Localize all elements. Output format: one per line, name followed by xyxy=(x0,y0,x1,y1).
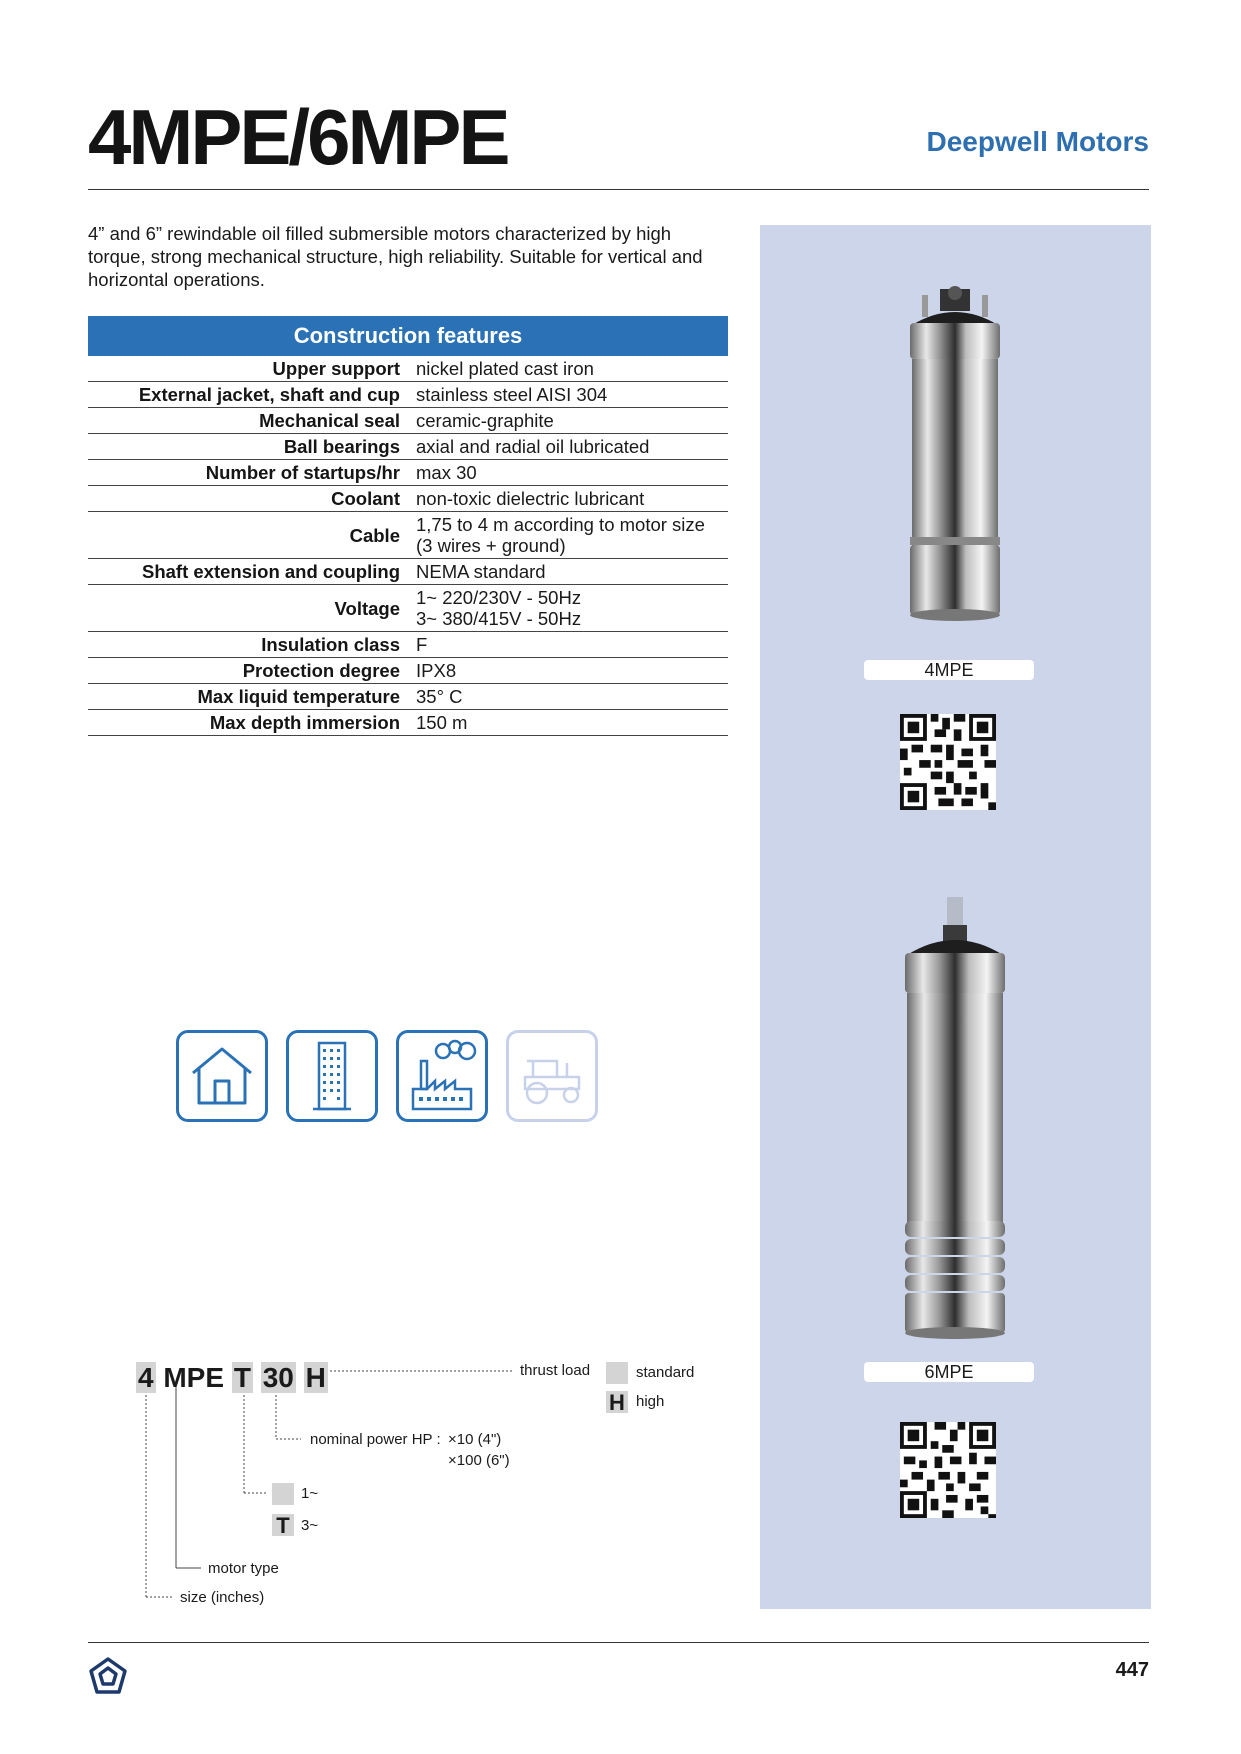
motor-type-label: motor type xyxy=(208,1560,279,1577)
feature-value: nickel plated cast iron xyxy=(414,356,728,382)
feature-value: non-toxic dielectric lubricant xyxy=(414,486,728,512)
feature-value: IPX8 xyxy=(414,658,728,684)
brand-logo-icon xyxy=(88,1656,128,1696)
thrust-load-label: thrust load xyxy=(520,1362,591,1379)
house-icon xyxy=(179,1033,265,1119)
table-row xyxy=(88,434,728,460)
feature-key: Ball bearings xyxy=(88,434,414,460)
feature-key: Voltage xyxy=(88,585,414,632)
feature-value: NEMA standard xyxy=(414,559,728,585)
code-phase: T xyxy=(233,1362,251,1393)
feature-key: Coolant xyxy=(88,486,414,512)
tractor-icon xyxy=(509,1033,595,1119)
category-title: Deepwell Motors xyxy=(926,126,1149,157)
intro-text: 4” and 6” rewindable oil filled submersible motors characterized by high torque, strong mechanical structure, high reliability. Suitable for vertical and horizontal operations. xyxy=(88,223,703,290)
factory-icon xyxy=(399,1033,485,1119)
table-row xyxy=(88,382,728,408)
building-icon xyxy=(289,1033,375,1119)
phase-single-label: 1~ xyxy=(301,1485,319,1502)
feature-key: Protection degree xyxy=(88,658,414,684)
code-size: 4 xyxy=(138,1362,154,1393)
feature-value: stainless steel AISI 304 xyxy=(414,382,728,408)
thrust-high-label: high xyxy=(636,1393,665,1410)
table-row xyxy=(88,585,728,632)
feature-value-line: 1~ 220/230V - 50Hz xyxy=(416,587,582,608)
qr-code-icon xyxy=(900,714,996,810)
feature-key: Shaft extension and coupling xyxy=(88,559,414,585)
code-motor-type: MPE xyxy=(163,1362,225,1393)
nominal-power-label: nominal power HP : xyxy=(310,1431,441,1448)
table-row xyxy=(88,486,728,512)
feature-value: F xyxy=(414,632,728,658)
table-row xyxy=(88,512,728,559)
footer-divider xyxy=(88,1642,1149,1643)
feature-key: Max liquid temperature xyxy=(88,684,414,710)
table-row xyxy=(88,460,728,486)
feature-value-line: 1,75 to 4 m according to motor size xyxy=(416,514,705,535)
features-table xyxy=(88,356,728,736)
qr-code-icon xyxy=(900,1422,996,1518)
code-power: 30 xyxy=(262,1362,294,1393)
feature-key: Cable xyxy=(88,512,414,559)
feature-key: Upper support xyxy=(88,356,414,382)
code-thrust: H xyxy=(305,1362,326,1393)
table-row xyxy=(88,710,728,736)
page-title: 4MPE/6MPE xyxy=(88,93,508,181)
feature-value-line: 3~ 380/415V - 50Hz xyxy=(416,608,582,629)
feature-key: Max depth immersion xyxy=(88,710,414,736)
model-label-6mpe: 6MPE xyxy=(864,1362,1034,1382)
table-row xyxy=(88,559,728,585)
feature-value: 150 m xyxy=(414,710,728,736)
domestic-use-icon xyxy=(176,1030,268,1122)
civil-use-icon xyxy=(286,1030,378,1122)
page-number: 447 xyxy=(1115,1659,1149,1681)
feature-key: Mechanical seal xyxy=(88,408,414,434)
motor-6mpe-image xyxy=(895,895,1015,1345)
feature-key: Number of startups/hr xyxy=(88,460,414,486)
model-label-4mpe: 4MPE xyxy=(864,660,1034,680)
table-row xyxy=(88,684,728,710)
feature-value-line: (3 wires + ground) xyxy=(416,535,566,556)
nominal-power-4: ×10 (4") xyxy=(448,1431,502,1448)
industrial-use-icon xyxy=(396,1030,488,1122)
feature-value xyxy=(414,585,728,632)
header-divider xyxy=(88,189,1149,190)
phase-three-label: 3~ xyxy=(301,1517,319,1534)
product-code xyxy=(136,1362,328,1394)
feature-value xyxy=(414,512,728,559)
size-label: size (inches) xyxy=(180,1589,265,1606)
feature-value: max 30 xyxy=(414,460,728,486)
table-row xyxy=(88,356,728,382)
agricultural-use-icon xyxy=(506,1030,598,1122)
motor-4mpe-image xyxy=(900,285,1010,630)
features-heading: Construction features xyxy=(88,316,728,356)
feature-value: ceramic-graphite xyxy=(414,408,728,434)
feature-value: 35° C xyxy=(414,684,728,710)
phase-single-swatch xyxy=(272,1483,294,1505)
feature-key: External jacket, shaft and cup xyxy=(88,382,414,408)
table-row xyxy=(88,408,728,434)
thrust-standard-swatch xyxy=(606,1362,628,1384)
feature-value: axial and radial oil lubricated xyxy=(414,434,728,460)
feature-key: Insulation class xyxy=(88,632,414,658)
phase-three-swatch: T xyxy=(272,1514,294,1536)
table-row xyxy=(88,658,728,684)
table-row xyxy=(88,632,728,658)
nominal-power-6: ×100 (6") xyxy=(448,1452,510,1469)
thrust-standard-label: standard xyxy=(636,1364,695,1381)
thrust-high-swatch: H xyxy=(606,1391,628,1413)
